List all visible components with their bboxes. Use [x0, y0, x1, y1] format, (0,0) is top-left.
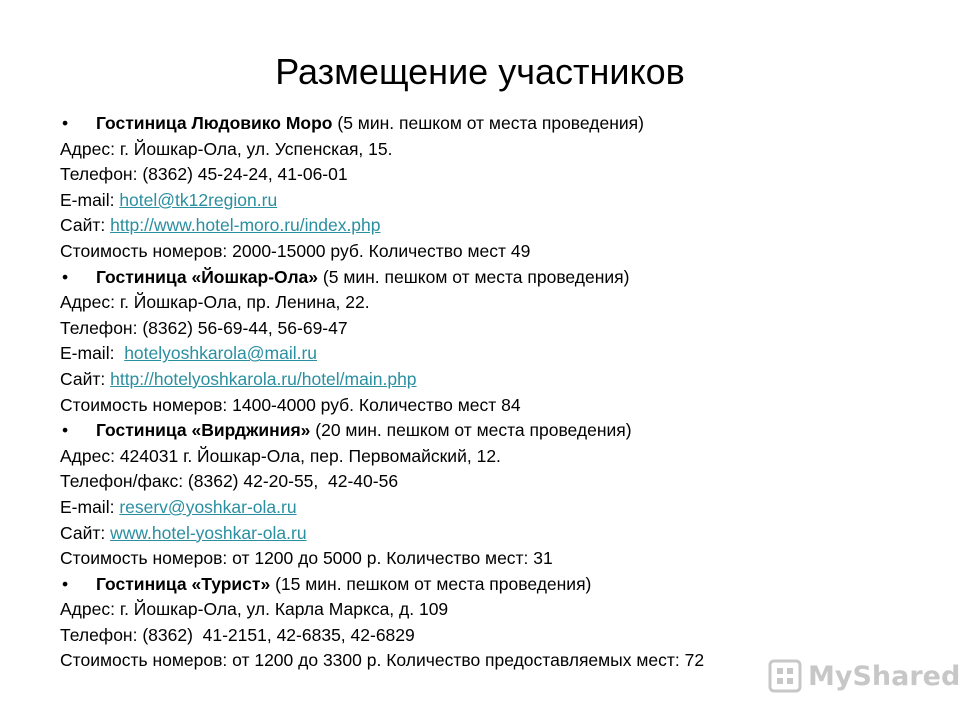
email-label: E-mail:: [60, 189, 120, 210]
hotel-email-row: [60, 341, 940, 367]
email-link[interactable]: hotelyoshkarola@mail.ru: [124, 343, 318, 364]
email-link[interactable]: reserv@yoshkar-ola.ru: [119, 496, 297, 517]
hotel-heading-moro: [60, 111, 940, 137]
hotel-site-row: [60, 213, 940, 239]
hotel-name: Гостиница «Йошкар-Ола»: [96, 266, 319, 287]
myshared-logo-icon: [768, 659, 802, 693]
hotel-address: Адрес: 424031 г. Йошкар-Ола, пер. Первомайский, 12.: [60, 445, 501, 466]
site-label: Сайт:: [60, 522, 111, 543]
site-label: Сайт:: [60, 215, 111, 236]
hotel-site-row: [60, 367, 940, 393]
hotel-email-row: [60, 495, 940, 521]
hotel-name: Гостиница «Турист»: [96, 573, 271, 594]
hotel-cost: Стоимость номеров: 1400-4000 руб. Количество мест 84: [60, 394, 521, 415]
watermark-text: MyShared: [808, 660, 960, 692]
bullet-icon: •: [62, 113, 69, 133]
hotel-note: (20 мин. пешком от места проведения): [310, 420, 632, 441]
hotel-phone: Телефон: (8362) 45-24-24, 41-06-01: [60, 164, 348, 185]
hotel-phone: Телефон: (8362) 41-2151, 42-6835, 42-6829: [60, 624, 415, 645]
site-label: Сайт:: [60, 368, 111, 389]
hotel-site-row: [60, 521, 940, 547]
email-link[interactable]: hotel@tk12region.ru: [119, 189, 278, 210]
email-label: E-mail:: [60, 343, 125, 364]
hotel-note: (5 мин. пешком от места проведения): [318, 266, 630, 287]
hotel-name: Гостиница Людовико Моро: [96, 113, 333, 133]
watermark: [768, 656, 960, 696]
hotel-email-row: [60, 188, 940, 214]
bullet-icon: •: [62, 573, 69, 594]
hotel-heading-virginia: [60, 418, 940, 444]
site-link[interactable]: http://hotelyoshkarola.ru/hotel/main.php: [110, 368, 417, 389]
hotel-heading-turist: [60, 572, 940, 598]
hotel-name: Гостиница «Вирджиния»: [96, 420, 311, 441]
bullet-icon: •: [62, 420, 69, 441]
hotel-phone: Телефон/факс: (8362) 42-20-55, 42-40-56: [60, 471, 399, 492]
hotel-list: [60, 111, 940, 674]
hotel-note: (5 мин. пешком от места проведения): [332, 113, 644, 133]
hotel-cost: Стоимость номеров: от 1200 до 5000 р. Количество мест: 31: [60, 548, 553, 569]
hotel-phone: Телефон: (8362) 56-69-44, 56-69-47: [60, 317, 348, 338]
hotel-address: Адрес: г. Йошкар-Ола, ул. Успенская, 15.: [60, 138, 393, 159]
site-link[interactable]: http://www.hotel-moro.ru/index.php: [110, 215, 381, 236]
page-title: Размещение участников: [275, 51, 685, 92]
email-label: E-mail:: [60, 496, 120, 517]
hotel-cost: Стоимость номеров: 2000-15000 руб. Количество мест 49: [60, 240, 531, 261]
hotel-cost: Стоимость номеров: от 1200 до 3300 р. Количество предоставляемых мест: 72: [60, 650, 705, 671]
site-link[interactable]: www.hotel-yoshkar-ola.ru: [110, 522, 307, 543]
hotel-note: (15 мин. пешком от места проведения): [270, 573, 592, 594]
hotel-address: Адрес: г. Йошкар-Ола, ул. Карла Маркса, д. 109: [60, 599, 449, 620]
hotel-heading-yoshkar-ola: [60, 265, 940, 291]
hotel-address: Адрес: г. Йошкар-Ола, пр. Ленина, 22.: [60, 292, 370, 313]
bullet-icon: •: [62, 266, 69, 287]
